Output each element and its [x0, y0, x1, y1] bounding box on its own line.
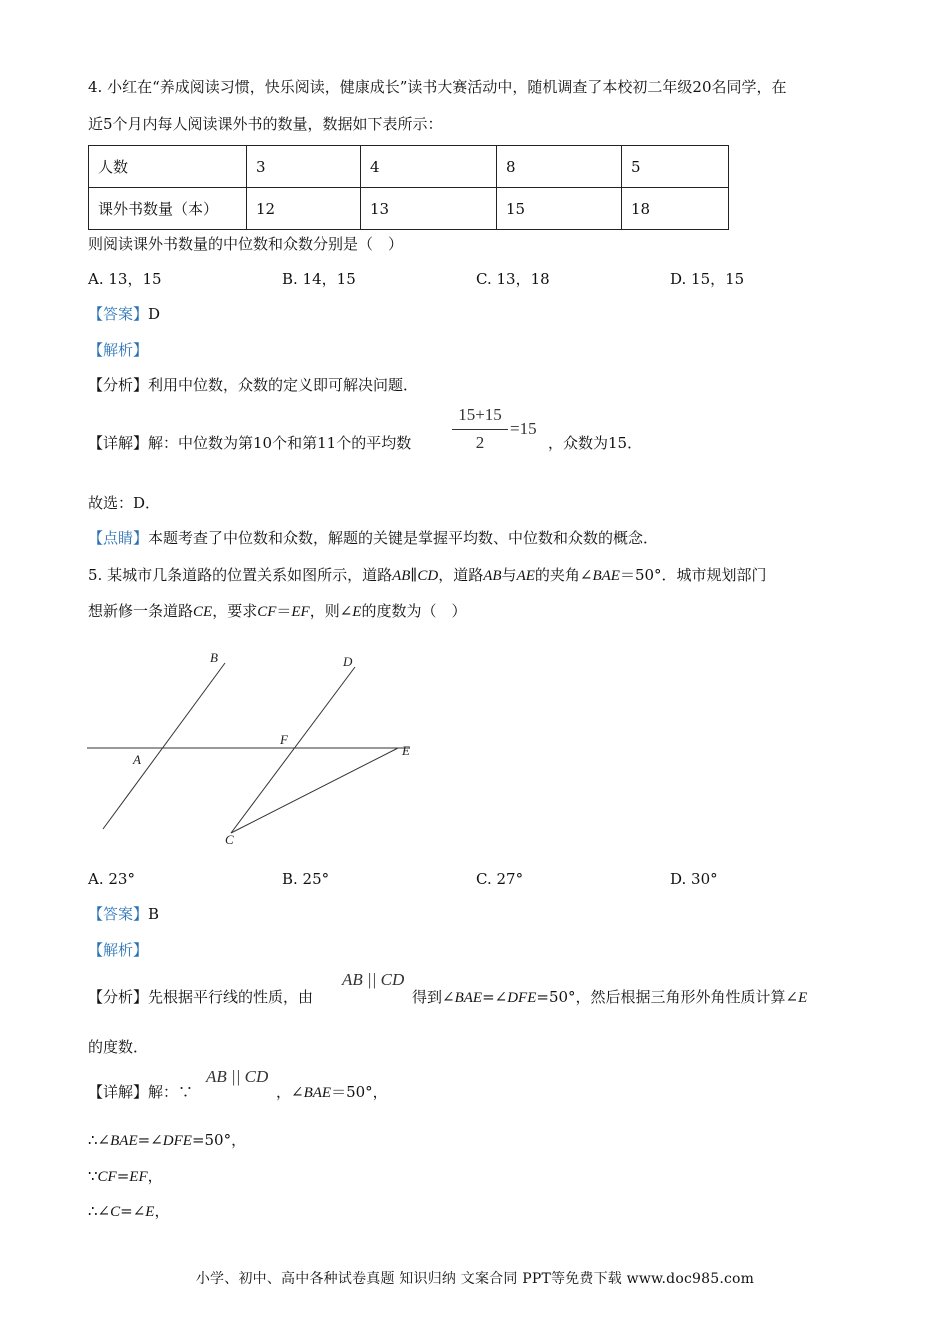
q5-analysis-tag: 【解析】	[88, 941, 149, 959]
line-ab	[103, 663, 225, 829]
q4-detail	[88, 433, 411, 453]
table-cell: 课外书数量（本）	[89, 188, 247, 230]
q5-option-d: D. 30°	[670, 870, 718, 888]
q4-option-d: D. 15，15	[670, 270, 745, 288]
q4-question: 则阅读课外书数量的中位数和众数分别是（ ）	[88, 235, 404, 253]
q5-option-a: A. 23°	[88, 870, 135, 888]
fraction-numerator: 15+15	[458, 405, 502, 424]
label-b: B	[210, 650, 218, 665]
q5-answer	[88, 904, 159, 924]
q4-data-table	[88, 145, 729, 230]
fraction-result: =15	[510, 419, 537, 438]
q4-choice: 故选：D．	[88, 494, 161, 512]
table-cell: 8	[497, 146, 622, 188]
table-cell: 15	[497, 188, 622, 230]
q5-geometry-figure	[80, 645, 430, 855]
table-cell: 18	[622, 188, 729, 230]
q5-detail-rest: ，∠BAE＝50°，	[276, 1083, 388, 1101]
q4-comment	[88, 528, 658, 548]
table-row	[89, 188, 729, 230]
q4-line1: 4. 小红在“养成阅读习惯，快乐阅读，健康成长”读书大赛活动中，随机调查了本校初二年级20名同学，在	[88, 78, 787, 96]
q4-option-a: A. 13，15	[88, 270, 162, 288]
q5-option-c: C. 27°	[476, 870, 524, 888]
q4-answer	[88, 304, 160, 324]
label-f: F	[280, 732, 288, 747]
detail-tag: 【详解】	[88, 434, 149, 452]
table-cell: 13	[361, 188, 497, 230]
comment-text: 本题考查了中位数和众数，解题的关键是掌握平均数、中位数和众数的概念．	[148, 529, 659, 547]
q4-line2: 近5个月内每人阅读课外书的数量，数据如下表所示：	[88, 115, 443, 133]
q5-fenxi-line1: 【分析】先根据平行线的性质，由	[88, 988, 314, 1006]
answer-tag: 【答案】	[88, 905, 149, 923]
q5-step1: ∴∠BAE=∠DFE=50°，	[88, 1131, 247, 1149]
line-cd	[231, 667, 355, 833]
q5-fenxi-line2: 的度数．	[88, 1038, 149, 1056]
line-ce	[231, 748, 398, 833]
q5-fenxi-line1-rest: 得到∠BAE=∠DFE=50°，然后根据三角形外角性质计算∠E	[412, 988, 808, 1006]
q4-analysis-tag: 【解析】	[88, 341, 149, 359]
table-cell: 12	[247, 188, 361, 230]
fenxi-text: 利用中位数，众数的定义即可解决问题．	[148, 376, 419, 394]
detail-text: 解：中位数为第10个和第11个的平均数	[148, 434, 412, 452]
table-cell: 5	[622, 146, 729, 188]
answer-value: D	[148, 305, 161, 323]
q5-detail: 【详解】解：∵	[88, 1083, 194, 1101]
q5-step3: ∴∠C=∠E，	[88, 1202, 170, 1220]
comment-tag: 【点睛】	[88, 529, 149, 547]
q4-fenxi	[88, 375, 418, 395]
answer-tag: 【答案】	[88, 305, 149, 323]
q5-detail-formula: AB || CD	[206, 1067, 269, 1086]
label-d: D	[343, 654, 353, 669]
table-row	[89, 146, 729, 188]
q5-step2: ∵CF=EF，	[88, 1167, 163, 1185]
table-cell: 人数	[89, 146, 247, 188]
q4-detail-suffix: ，众数为15．	[548, 434, 643, 452]
fenxi-tag: 【分析】	[88, 376, 149, 394]
table-cell: 3	[247, 146, 361, 188]
page-footer: 小学、初中、高中各种试卷真题 知识归纳 文案合同 PPT等免费下载 www.doc985.com	[195, 1271, 755, 1287]
answer-value: B	[148, 905, 160, 923]
label-a: A	[133, 752, 141, 767]
label-e: E	[402, 743, 410, 758]
q5-line1: 5. 某城市几条道路的位置关系如图所示，道路AB∥CD，道路AB与AE的夹角∠BAE＝50°．城市规划部门	[88, 566, 767, 584]
q5-fenxi-formula: AB || CD	[342, 970, 405, 989]
q4-option-c: C. 13，18	[476, 270, 550, 288]
q5-option-b: B. 25°	[282, 870, 330, 888]
fraction-bar	[452, 429, 508, 430]
table-cell: 4	[361, 146, 497, 188]
q4-option-b: B. 14，15	[282, 270, 356, 288]
label-c: C	[225, 832, 234, 847]
q5-line2: 想新修一条道路CE，要求CF＝EF，则∠E的度数为（ ）	[88, 602, 467, 620]
fraction-denominator: 2	[475, 433, 485, 452]
